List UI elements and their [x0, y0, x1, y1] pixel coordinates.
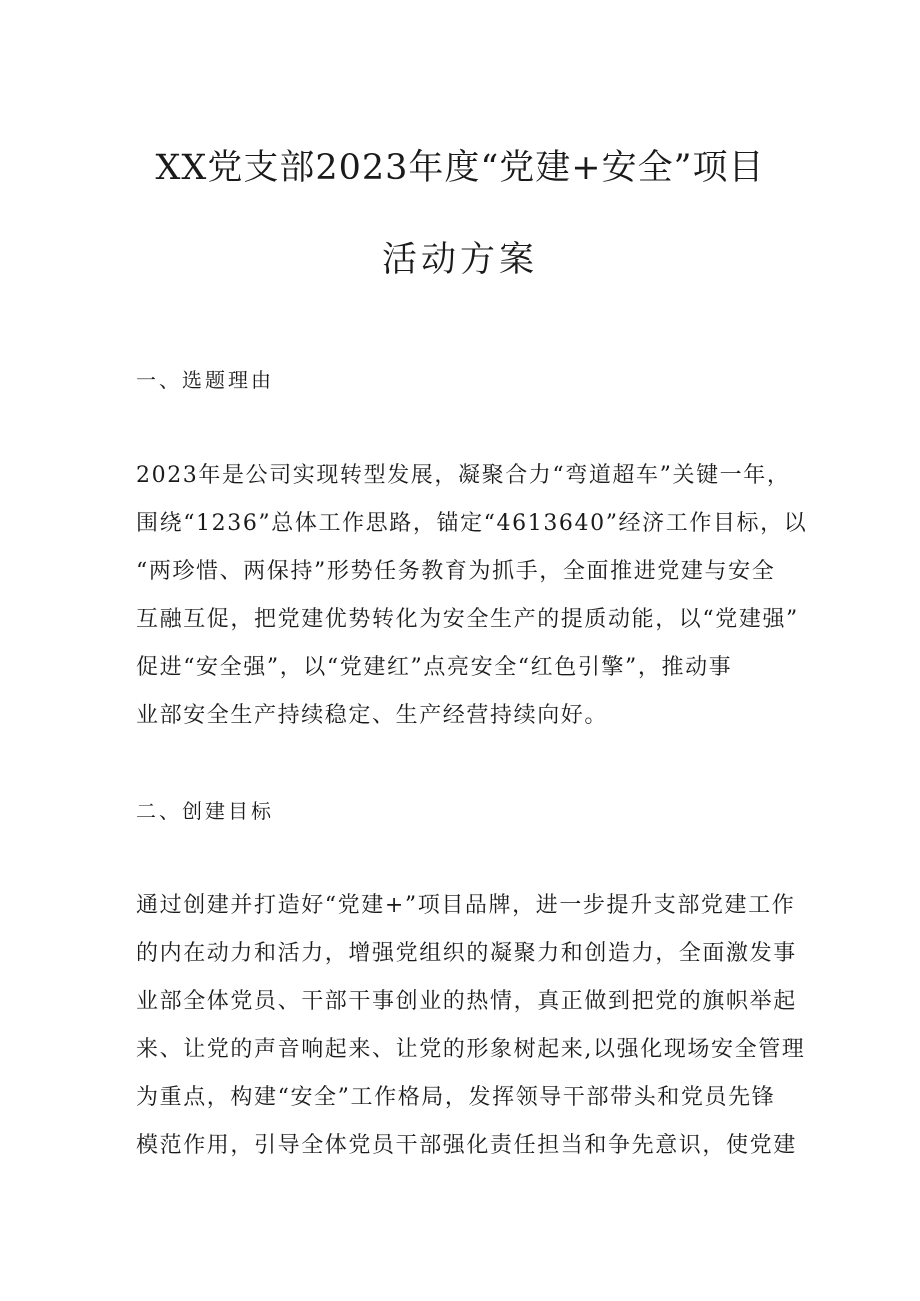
section-paragraph-goal: [136, 882, 806, 1170]
paragraph-line: 通过创建并打造好“党建+”项目品牌，进一步提升支部党建工作: [136, 893, 796, 918]
paragraph-line: 的内在动力和活力，增强党组织的凝聚力和创造力，全面激发事: [136, 941, 797, 966]
paragraph-line: 业部安全生产持续稳定、生产经营持续向好。: [136, 703, 609, 728]
section-heading-reason: 一、选题理由: [136, 368, 274, 392]
document-title-line-2: 活动方案: [381, 240, 538, 280]
paragraph-line: 促进“安全强”，以“党建红”点亮安全“红色引擎”，推动事: [136, 655, 733, 680]
paragraph-line: 互融互促，把党建优势转化为安全生产的提质动能，以“党建强”: [136, 607, 799, 632]
section-heading-goal: 二、创建目标: [136, 799, 274, 823]
paragraph-line: 为重点，构建“安全”工作格局，发挥领导干部带头和党员先锋: [136, 1085, 776, 1110]
document-title-line-1: XX党支部2023年度“党建+安全”项目: [155, 148, 765, 188]
paragraph-line: 2023年是公司实现转型发展，凝聚合力“弯道超车”关键一年，: [136, 463, 791, 488]
paragraph-line: 围绕“1236”总体工作思路，锚定“4613640”经济工作目标，以: [136, 511, 808, 536]
paragraph-line: 来、让党的声音响起来、让党的形象树起来,以强化现场安全管理: [136, 1037, 806, 1062]
paragraph-line: 模范作用，引导全体党员干部强化责任担当和争先意识，使党建: [136, 1133, 797, 1158]
section-paragraph-reason: [136, 452, 808, 740]
paragraph-line: 业部全体党员、干部干事创业的热情，真正做到把党的旗帜举起: [136, 989, 797, 1014]
paragraph-line: “两珍惜、两保持”形势任务教育为抓手，全面推进党建与安全: [136, 559, 776, 584]
